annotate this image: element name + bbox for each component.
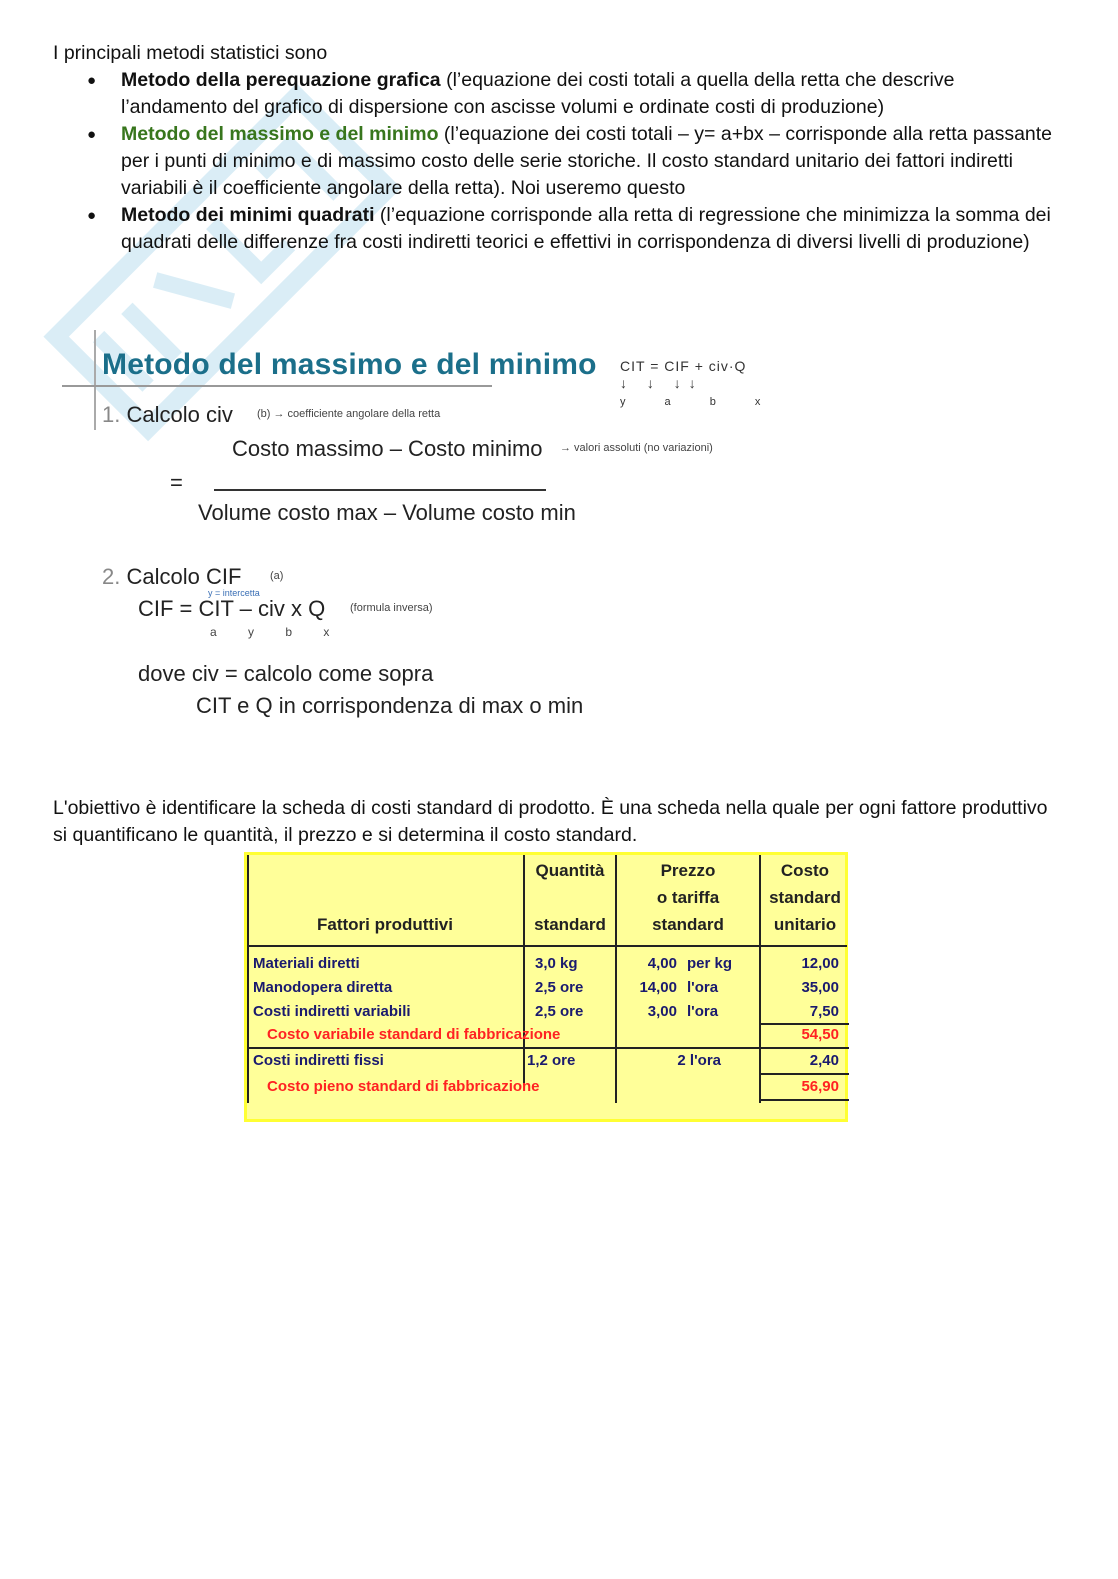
factor-name: Materiali diretti — [253, 955, 360, 972]
step2-heading: 2. Calcolo CIF — [102, 564, 242, 589]
header-cost: standard — [769, 888, 841, 907]
handwritten-annotation: y = intercetta — [208, 588, 260, 598]
cif-note: (formula inversa) — [350, 602, 433, 614]
intro-text: I principali metodi statistici sono — [53, 42, 328, 64]
header-quantity: standard — [534, 915, 606, 934]
method-title: Metodo dei minimi quadrati — [121, 204, 375, 226]
methods-list — [53, 67, 1063, 256]
header-price: standard — [652, 915, 724, 934]
header-price: o tariffa — [656, 888, 720, 907]
list-item — [53, 67, 1063, 121]
list-item — [53, 202, 1063, 256]
factor-price: 14,00 — [639, 979, 677, 996]
factor-price: 4,00 — [647, 955, 677, 972]
column-divider — [523, 855, 525, 1085]
fixed-factor-quantity: 1,2 ore — [527, 1052, 576, 1069]
factor-quantity: 2,5 ore — [535, 1003, 584, 1020]
numerator: Costo massimo – Costo minimo — [232, 436, 543, 461]
step2-note: (a) — [270, 570, 284, 582]
objective-text: L'obiettivo è identificare la scheda di costi standard di prodotto. È una scheda nella quale per ogni fattore produttivo si quantificano le quantità, il prezzo e si determina il costo standard. — [53, 797, 1048, 846]
fraction-line — [214, 489, 546, 491]
fixed-factor-cost: 2,40 — [809, 1052, 839, 1069]
denominator: Volume costo max – Volume costo min — [198, 500, 576, 525]
row-divider — [247, 1047, 849, 1049]
cif-letters: a y b x — [210, 625, 344, 639]
factor-price-unit: l'ora — [687, 1003, 719, 1020]
where-line-2: CIT e Q in corrispondenza di max o min — [196, 693, 584, 718]
method-description: (l’equazione dei costi totali a quella della retta che descrive l’andamento del grafico di dispersione con ascisse volumi e ordinate costi di produzione) — [121, 69, 955, 118]
slide-image — [92, 330, 792, 730]
factor-quantity: 3,0 kg — [535, 955, 578, 972]
column-divider — [247, 855, 249, 1103]
slide-title: Metodo del massimo e del minimo — [102, 348, 597, 381]
factor-price: 3,00 — [647, 1003, 677, 1020]
step1-note: (b) → coefficiente angolare della retta — [257, 408, 441, 420]
where-line-1: dove civ = calcolo come sopra — [138, 661, 434, 686]
row-divider — [759, 1073, 849, 1075]
factor-quantity: 2,5 ore — [535, 979, 584, 996]
equals-sign: = — [170, 470, 183, 495]
list-item — [53, 121, 1063, 202]
formula-letters: y a b x — [620, 396, 779, 408]
header-quantity: Quantità — [535, 861, 605, 880]
row-divider — [759, 1023, 849, 1025]
method-title: Metodo della perequazione grafica — [121, 69, 441, 91]
factor-cost: 7,50 — [809, 1003, 839, 1020]
method-title: Metodo del massimo e del minimo — [121, 123, 439, 145]
variable-total-cost: 54,50 — [801, 1026, 839, 1043]
factor-name: Manodopera diretta — [253, 979, 393, 996]
step1-heading: 1. Calcolo civ — [102, 402, 233, 427]
header-cost: unitario — [773, 915, 837, 934]
method-description: (l’equazione dei costi totali – y= a+bx – corrisponde alla retta passante per i punti di minimo e di massimo costo delle serie storiche. Il costo standard unitario dei fattori indiretti variabili è il coefficiente angolare della retta). Noi useremo questo — [121, 123, 1053, 199]
factor-price-unit: l'ora — [687, 979, 719, 996]
fixed-factor-name: Costi indiretti fissi — [253, 1052, 384, 1069]
numerator-note: → valori assoluti (no variazioni) — [560, 442, 713, 454]
factor-price-unit: per kg — [687, 955, 733, 972]
variable-total-label: Costo variabile standard di fabbricazione — [267, 1026, 561, 1043]
fixed-factor-price: 2 l'ora — [677, 1052, 721, 1069]
slide-divider — [62, 385, 492, 387]
standard-cost-sheet — [244, 852, 848, 1122]
method-description: (l’equazione corrisponde alla retta di regressione che minimizza la somma dei quadrati delle differenze fra costi indiretti teorici e effettivi in corrispondenza di diversi livelli di produzione) — [121, 204, 1051, 253]
full-total-cost: 56,90 — [801, 1078, 839, 1095]
factor-cost: 35,00 — [801, 979, 839, 996]
cif-formula: CIF = CIT – civ x Q — [138, 596, 326, 621]
row-divider — [759, 1099, 849, 1101]
header-factors: Fattori produttivi — [317, 915, 453, 934]
arrows-annotation: ↓ ↓ ↓↓ — [620, 375, 704, 391]
slide-divider — [94, 330, 96, 430]
row-divider — [247, 945, 847, 947]
factor-name: Costi indiretti variabili — [253, 1003, 411, 1020]
factor-cost: 12,00 — [801, 955, 839, 972]
header-price: Prezzo — [660, 861, 716, 880]
formula-annotation: CIT = CIF + civ·Q — [620, 358, 747, 374]
full-total-label: Costo pieno standard di fabbricazione — [267, 1078, 540, 1095]
header-cost: Costo — [780, 861, 830, 880]
